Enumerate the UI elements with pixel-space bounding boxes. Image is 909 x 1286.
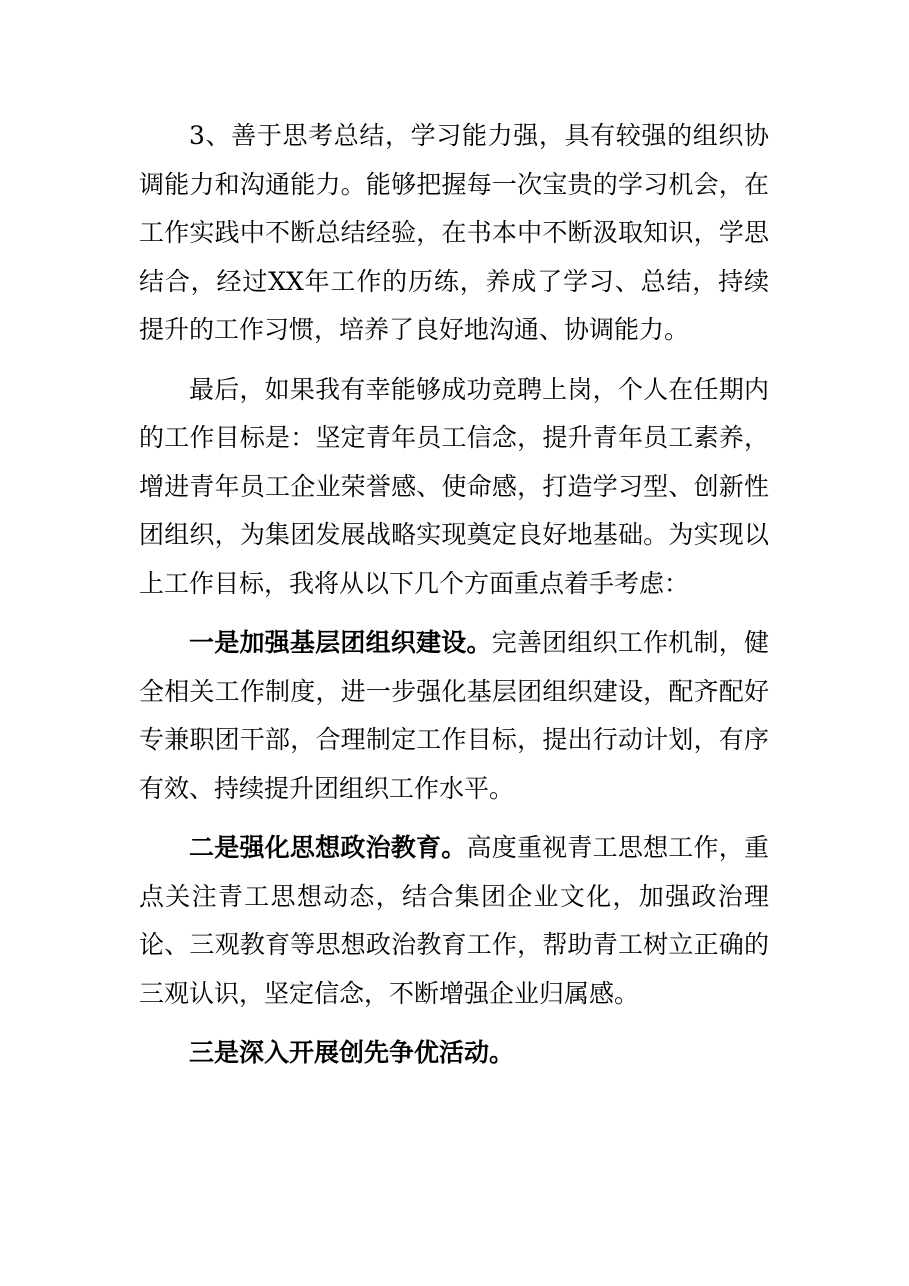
paragraph-text: 完善团组织工作机制，健全相关工作制度，进一步强化基层团组织建设，配齐配好专兼职团干部，合理制定工作目标，提出行动计划，有序有效、持续提升团组织工作水平。 [139, 628, 769, 803]
paragraph-lead: 一是加强基层团组织建设。 [189, 628, 492, 657]
paragraph-goals [139, 366, 769, 609]
paragraph-text: 最后，如果我有幸能够成功竞聘上岗，个人在任期内的工作目标是：坚定青年员工信念，提升青年员工素养，增进青年员工企业荣誉感、使命感，打造学习型、创新性团组织，为集团发展战略实现奠定良好地基础。为实现以上工作目标，我将从以下几个方面重点着手考虑： [139, 374, 769, 598]
paragraph-abilities [139, 112, 769, 355]
paragraph-point-two [139, 824, 769, 1018]
paragraph-point-one [139, 619, 769, 813]
document-body [139, 112, 769, 1089]
paragraph-text: 高度重视青工思想工作，重点关注青工思想动态，结合集团企业文化，加强政治理论、三观教育等思想政治教育工作，帮助青工树立正确的三观认识，坚定信念，不断增强企业归属感。 [139, 833, 769, 1008]
paragraph-lead: 二是强化思想政治教育。 [189, 833, 467, 862]
paragraph-point-three [139, 1029, 769, 1078]
paragraph-lead: 三是深入开展创先争优活动。 [189, 1038, 515, 1067]
paragraph-text: 3、善于思考总结，学习能力强，具有较强的组织协调能力和沟通能力。能够把握每一次宝贵的学习机会，在工作实践中不断总结经验，在书本中不断汲取知识，学思结合，经过XX年工作的历练，养成了学习、总结，持续提升的工作习惯，培养了良好地沟通、协调能力。 [139, 121, 769, 344]
